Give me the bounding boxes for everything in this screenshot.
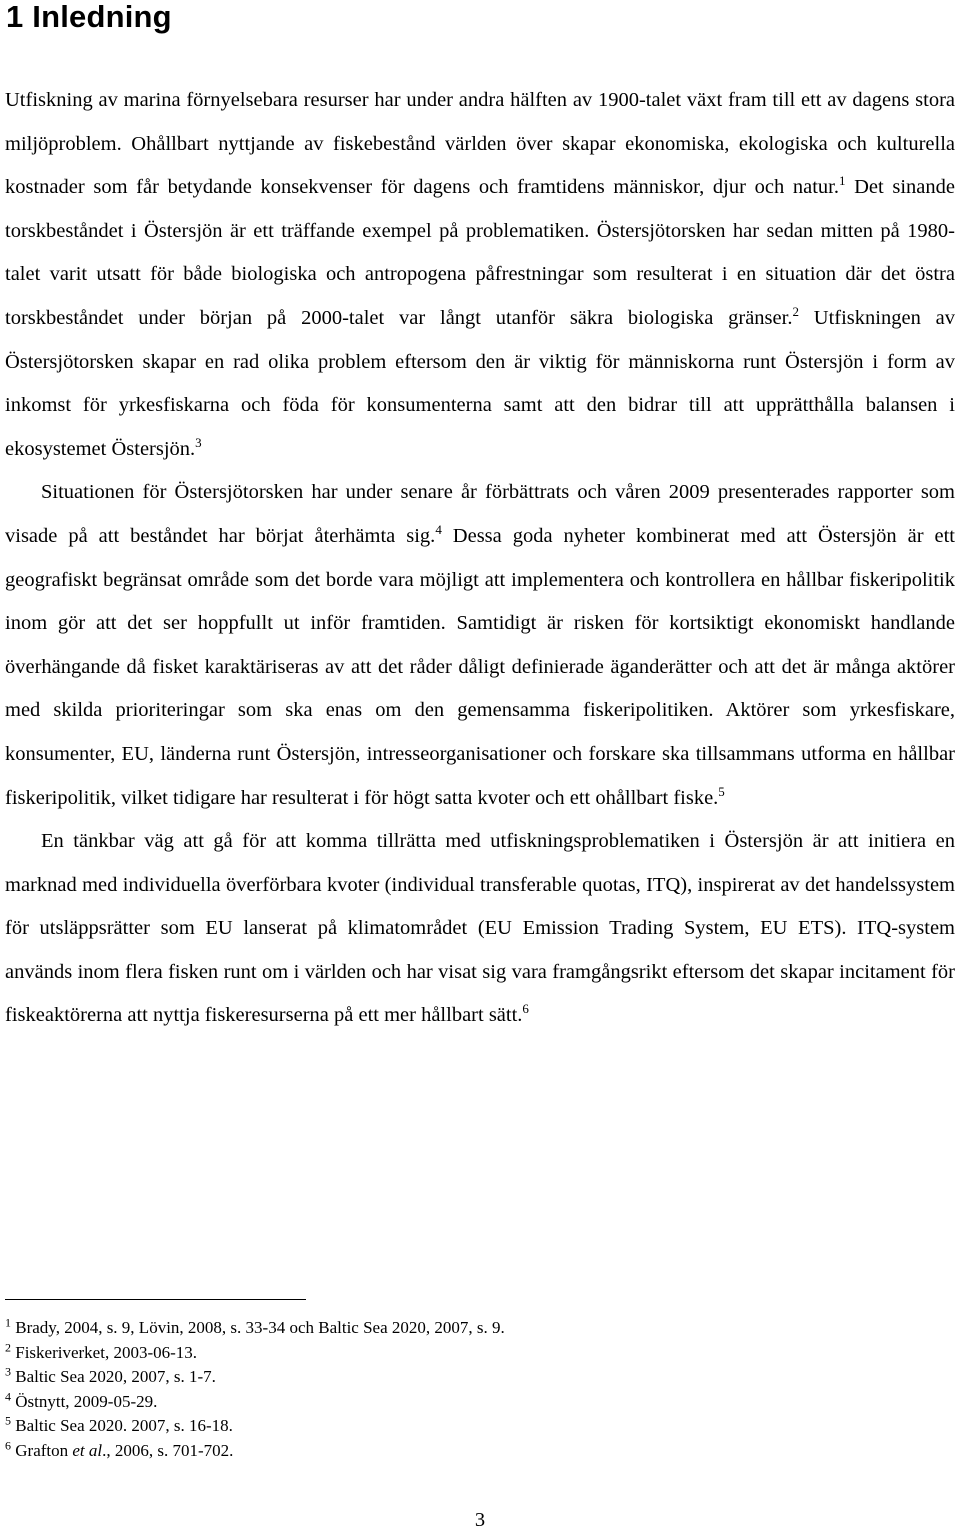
footnote-4 <box>5 1390 905 1415</box>
footnote-1 <box>5 1316 905 1341</box>
footnote-2 <box>5 1341 905 1366</box>
footnote-number: 3 <box>5 1364 11 1379</box>
footnote-emphasis: et al <box>72 1440 103 1460</box>
footnote-number: 1 <box>5 1315 11 1330</box>
footnote-text: Fiskeriverket, 2003-06-13. <box>15 1342 198 1362</box>
paragraph-text: Det sinande torskbeståndet i Östersjön är ett träffande exempel på problematiken. Östersjötorsken har sedan mitten på 1980-talet varit utsatt för både biologiska och antropogena påfrestningar som resulterat i en situation där det östra torskbeståndet under början på 2000-talet var långt utanför säkra biologiska gränser. <box>5 176 955 329</box>
paragraph-text: Utfiskningen av Östersjötorsken skapar en rad olika problem eftersom den är viktig för människorna runt Östersjön i form av inkomst för yrkesfiskarna och föda för konsumenterna samt att den bidrar till att upprätthålla balansen i ekosystemet Östersjön. <box>5 306 955 460</box>
paragraph-2 <box>5 471 955 820</box>
footnote-reference: 2 <box>792 304 799 320</box>
paragraph-3 <box>5 820 955 1038</box>
footnote-text-tail: ., 2006, s. 701-702. <box>102 1440 234 1460</box>
footnote-reference: 3 <box>195 434 202 450</box>
footnote-number: 4 <box>5 1388 11 1403</box>
paragraph-text: Situationen för Östersjötorsken har under senare år förbättrats och våren 2009 presenterades rapporter som visade på att beståndet har börjat återhämta sig. <box>5 481 955 547</box>
footnote-separator <box>5 1299 306 1300</box>
paragraph-1 <box>5 79 955 471</box>
footnote-text: Grafton <box>15 1440 73 1460</box>
footnote-text: Östnytt, 2009-05-29. <box>15 1391 158 1411</box>
page-number: 3 <box>474 1509 486 1531</box>
footnote-reference: 1 <box>838 173 846 189</box>
footnote-number: 2 <box>5 1339 11 1354</box>
footnote-reference: 4 <box>435 522 442 538</box>
footnote-text: Brady, 2004, s. 9, Lövin, 2008, s. 33-34 och Baltic Sea 2020, 2007, s. 9. <box>15 1318 505 1337</box>
footnote-text: Baltic Sea 2020. 2007, s. 16-18. <box>15 1416 233 1435</box>
footnote-6 <box>5 1439 905 1464</box>
footnote-reference: 6 <box>522 1001 529 1017</box>
chapter-heading: 1 Inledning <box>6 0 172 34</box>
body-text <box>5 79 955 1038</box>
footnote-number: 6 <box>5 1437 11 1452</box>
footnote-5 <box>5 1414 905 1439</box>
footnote-reference: 5 <box>718 783 725 799</box>
footnote-text: Baltic Sea 2020, 2007, s. 1-7. <box>15 1367 216 1386</box>
footnote-number: 5 <box>5 1413 11 1428</box>
paragraph-text: En tänkbar väg att gå för att komma tillrätta med utfiskningsproblematiken i Östersjön är att initiera en marknad med individuella överförbara kvoter (individual transferable quotas, ITQ), inspirerat av det handelssystem för utsläppsrätter som EU lanserat på klimatområdet (EU Emission Trading System, EU ETS). ITQ-system används inom flera fisken runt om i världen och har visat sig vara framgångsrikt eftersom det skapar incitament för fiskeaktörerna att nyttja fiskeresurserna på ett mer hållbart sätt. <box>5 830 955 1027</box>
paragraph-text: Dessa goda nyheter kombinerat med att Östersjön är ett geografiskt begränsat område som det borde vara möjligt att implementera och kontrollera en hållbar fiskeripolitik inom gör att det ser hoppfullt ut inför framtiden. Samtidigt är risken för kortsiktigt ekonomiskt handlande överhängande då fisket karaktäriseras av att det råder dåligt definierade äganderätter och att det är många aktörer med skilda prioriteringar som ska enas om den gemensamma fiskeripolitiken. Aktörer som yrkesfiskare, konsumenter, EU, länderna runt Östersjön, intresseorganisationer och forskare ska tillsammans utforma en hållbar fiskeripolitik, vilket tidigare har resulterat i för högt satta kvoter och ett ohållbart fiske. <box>5 524 955 809</box>
footnote-3 <box>5 1365 905 1390</box>
paragraph-text: Utfiskning av marina förnyelsebara resurser har under andra hälften av 1900-talet växt fram till ett av dagens stora miljöproblem. Ohållbart nyttjande av fiskebestånd världen över skapar ekonomiska, ekologiska och kulturella kostnader som får betydande konsekvenser för dagens och framtidens människor, djur och natur. <box>5 89 955 199</box>
footnotes <box>5 1316 905 1463</box>
